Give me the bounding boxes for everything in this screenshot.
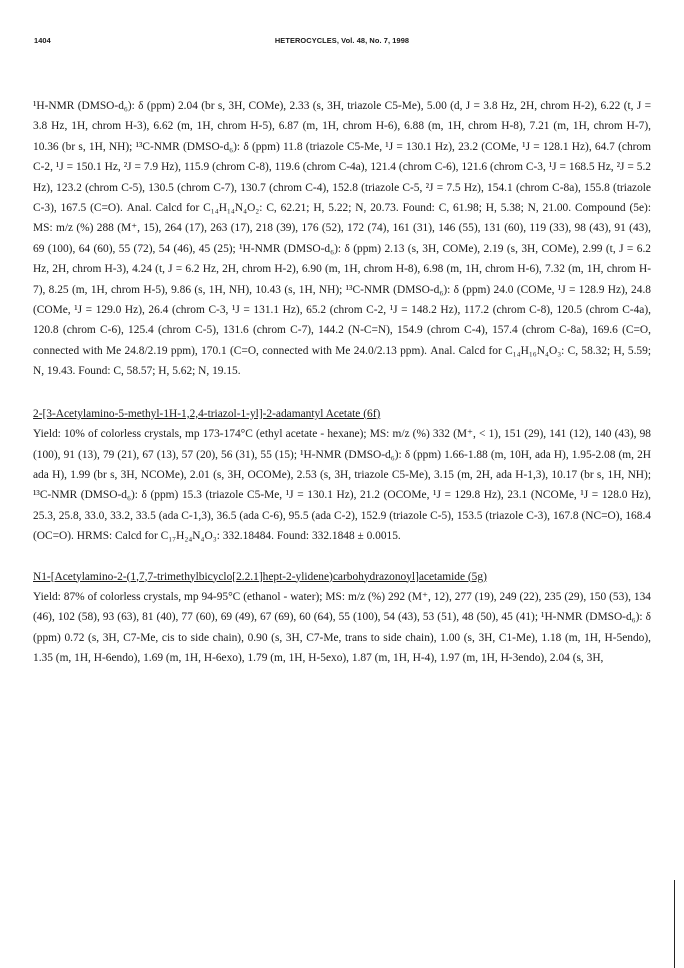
compound-6f-paragraph: Yield: 10% of colorless crystals, mp 173-174°C (ethyl acetate - hexane); MS: m/z (%) 332 (M⁺, < 1), 151 (29), 141 (12), 140 (43), 98 (100), 91 (13), 79 (21), 67 (13), 57 (20), 56 (31), 55 (15); ¹H-NMR (DMSO-d₆): δ (ppm) 1.66-1.88 (m, 10H, ada H), 1.95-2.08 (m, 2H ada H), 1.99 (br s, 3H, NCOMe), 2.01 (s, 3H, OCOMe), 2.53 (s, 3H, triazole C5-Me), 3.15 (m, 2H, ada H-1,3), 10.17 (br s, 1H, NH); ¹³C-NMR (DMSO-d₆): δ (ppm) 15.3 (triazole C5-Me, ¹J = 130.1 Hz), 21.2 (OCOMe, ¹J = 129.8 Hz), 23.1 (NCOMe, ¹J = 128.0 Hz), 25.3, 25.8, 33.0, 33.2, 33.5 (ada C-1,3), 36.5 (ada C-6), 95.5 (ada C-2), 152.9 (triazole C-5), 153.5 (triazole C-3), 167.8 (NC=O), 168.4 (OC=O). HRMS: Calcd for C₁₇H₂₄N₄O₃: 332.18484. Found: 332.1848 ± 0.0015. [33, 428, 651, 543]
page-number: 1404 [34, 36, 51, 45]
compound-5g-heading: N1-[Acetylamino-2-(1,7,7-trimethylbicyclo[2.2.1]hept-2-ylidene)carbohydrazonoyl]acetamide (5g) [33, 570, 487, 583]
page-edge-line [674, 880, 675, 968]
journal-citation: HETEROCYCLES, Vol. 48, No. 7, 1998 [274, 36, 410, 45]
continued-paragraph: ¹H-NMR (DMSO-d₆): δ (ppm) 2.04 (br s, 3H, COMe), 2.33 (s, 3H, triazole C5-Me), 5.00 (d, J = 3.8 Hz, 2H, chrom H-2), 6.22 (t, J = 3.8 Hz, 1H, chrom H-3), 6.62 (m, 1H, chrom H-5), 6.87 (m, 1H, chrom H-6), 6.88 (m, 1H, chrom H-8), 7.21 (m, 1H, chrom H-7), 10.36 (br s, 1H, NH); ¹³C-NMR (DMSO-d₆): δ (ppm) 11.8 (triazole C5-Me, ¹J = 130.1 Hz), 23.2 (COMe, ¹J = 128.1 Hz), 64.7 (chrom C-2, ¹J = 150.1 Hz, ²J = 7.9 Hz), 115.9 (chrom C-8), 119.6 (chrom C-4a), 121.4 (chrom C-6), 121.6 (chrom C-3, ¹J = 168.5 Hz, ²J = 5.2 Hz), 123.2 (chrom C-5), 130.5 (chrom C-7), 130.7 (chrom C-4), 152.8 (triazole C-5, ²J = 7.5 Hz), 154.1 (chrom C-8a), 155.8 (triazole C-3), 167.5 (C=O). Anal. Calcd for C₁₄H₁₄N₄O₂: C, 62.21; H, 5.22; N, 20.73. Found: C, 61.98; H, 5.38; N, 21.00. Compound (5e): MS: m/z (%) 288 (M⁺, 15), 264 (17), 263 (17), 218 (39), 176 (52), 172 (74), 161 (31), 146 (55), 131 (60), 119 (33), 98 (43), 91 (43), 69 (100), 64 (60), 55 (72), 54 (46), 45 (25); ¹H-NMR (DMSO-d₆): δ (ppm) 2.13 (s, 3H, COMe), 2.19 (s, 3H, COMe), 2.99 (t, J = 6.2 Hz, 2H, chrom H-3), 4.24 (t, J = 6.2 Hz, 2H, chrom H-2), 6.90 (m, 1H, chrom H-8), 6.98 (m, 1H, chrom H-6), 7.32 (m, 1H, chrom H-7), 8.25 (m, 1H, chrom H-5), 9.86 (s, 1H, NH), 10.43 (s, 1H, NH); ¹³C-NMR (DMSO-d₆): δ (ppm) 24.0 (COMe, ¹J = 128.9 Hz), 24.8 (COMe, ¹J = 129.0 Hz), 26.4 (chrom C-3, ¹J = 131.1 Hz), 65.2 (chrom C-2, ¹J = 148.2 Hz), 117.2 (chrom C-8), 120.5 (chrom C-4a), 120.8 (chrom C-6), 125.4 (chrom C-5), 131.6 (chrom C-7), 144.2 (N-C=N), 154.9 (chrom C-4), 157.4 (chrom C-8a), 169.6 (C=O, connected with Me 24.8/2.19 ppm), 170.1 (C=O, connected with Me 24.0/2.13 ppm). Anal. Calcd for C₁₄H₁₆N₄O₃: C, 58.32; H, 5.59; N, 19.43. Found: C, 58.57; H, 5.62; N, 19.15. [33, 100, 651, 378]
running-header [34, 36, 650, 50]
compound-6f-heading: 2-[3-Acetylamino-5-methyl-1H-1,2,4-triazol-1-yl]-2-adamantyl Acetate (6f) [33, 407, 381, 420]
compound-5g-paragraph: Yield: 87% of colorless crystals, mp 94-95°C (ethanol - water); MS: m/z (%) 292 (M⁺, 12), 277 (19), 249 (22), 235 (29), 150 (53), 134 (46), 102 (58), 93 (63), 81 (40), 77 (60), 69 (49), 67 (69), 60 (64), 55 (100), 54 (43), 53 (51), 48 (50), 45 (41); ¹H-NMR (DMSO-d₆): δ (ppm) 0.72 (s, 3H, C7-Me, cis to side chain), 0.90 (s, 3H, C7-Me, trans to side chain), 1.00 (s, 3H, C1-Me), 1.18 (m, 1H, H-5endo), 1.35 (m, 1H, H-6endo), 1.69 (m, 1H, H-6exo), 1.79 (m, 1H, H-5exo), 1.87 (m, 1H, H-4), 1.97 (m, 1H, H-3endo), 2.04 (s, 3H, [33, 590, 651, 665]
article-body [33, 96, 651, 669]
